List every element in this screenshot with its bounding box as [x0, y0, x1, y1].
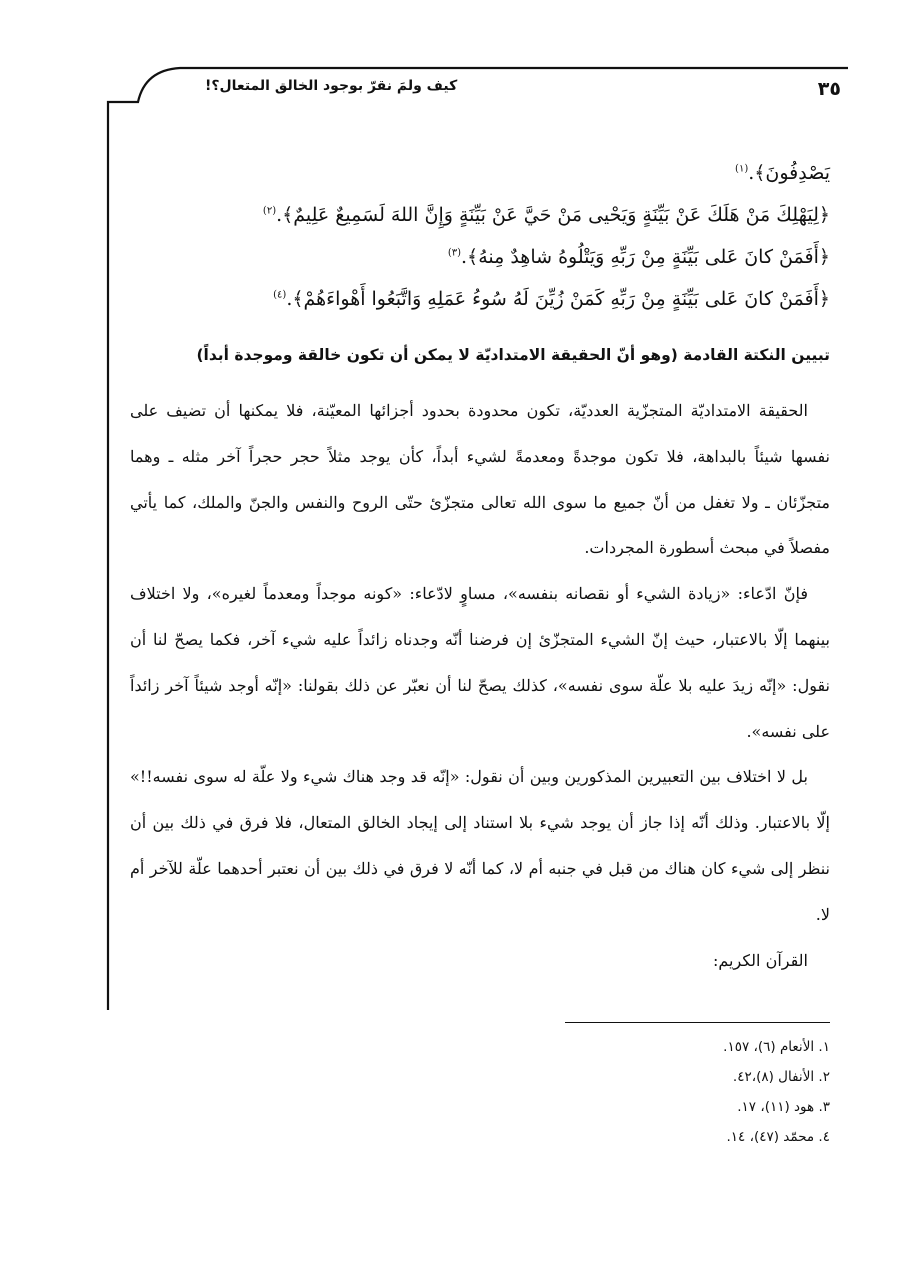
footnote-ref: (١): [735, 163, 749, 175]
footnote: ٤. محمّد (٤٧)، ١٤.: [726, 1129, 830, 1145]
verse-text: ﴿أَفَمَنْ كانَ عَلى بَيِّنَةٍ مِنْ رَبِّهِ وَيَتْلُوهُ شاهِدٌ مِنهُ﴾.: [461, 246, 830, 268]
footnote-ref: (٤): [273, 289, 287, 301]
footnotes: [510, 1032, 830, 1152]
footnote-ref: (٣): [447, 247, 462, 259]
section-heading: تبيين النكتة القادمة (وهو أنّ الحقيقة الامتداديّة لا يمكن أن تكون خالقة وموجدة أبداً): [196, 346, 830, 364]
quran-label: القرآن الكريم:: [713, 950, 808, 970]
footnote-ref: (٢): [262, 205, 277, 217]
body-paragraph: بل لا اختلاف بين التعبيرين المذكورين وبين أن نقول: «إنّه قد وجد هناك شيء ولا علّة له سوى نفسه!!» إلّا بالاعتبار. وذلك أنّه إذا جاز أن يوجد شيء بلا استناد إلى إيجاد الخالق المتعال، فلا فرق في ذلك بين أن ننظر إلى شيء كان هناك من قبل في جنبه أم لا، كما أنّه لا فرق في ذلك بين أن نعتبر أحدهما علّة للآخر أم لا.: [130, 767, 831, 924]
footnote: ٣. هود (١١)، ١٧.: [737, 1099, 830, 1115]
quran-verse: [130, 152, 830, 194]
main-content: [130, 152, 830, 983]
page-number: ٣٥: [817, 78, 841, 100]
footnote-separator: [565, 1022, 830, 1023]
body-paragraph: الحقيقة الامتداديّة المتجزّية العدديّة، تكون محدودة بحدود أجزائها المعيّنة، فلا يمكنها أن تضيف على نفسها شيئاً بالبداهة، فلا تكون موجدةً ومعدمةً لشيء أبداً، كأن يوجد مثلاً حجر حجراً آخر مثله ـ وهما متجزّئان ـ ولا تغفل من أنّ جميع ما سوى الله تعالى متجزّئ حتّى الروح والنفس والجنّ والملك، كما يأتي مفصلاً في مبحث أسطورة المجردات.: [130, 401, 830, 558]
verse-text: ﴿لِيَهْلِكَ مَنْ هَلَكَ عَنْ بَيِّنَةٍ وَيَحْيى مَنْ حَيَّ عَنْ بَيِّنَةٍ وَإِنَّ اللهَ لَسَمِيعٌ عَلِيمٌ﴾.: [276, 204, 830, 226]
footnote: ٢. الأنفال (٨)،٤٢.: [732, 1069, 830, 1085]
quran-verse: [130, 236, 830, 278]
verse-text: ﴿أَفَمَنْ كانَ عَلى بَيِّنَةٍ مِنْ رَبِّهِ كَمَنْ زُيِّنَ لَهُ سُوءُ عَمَلِهِ وَاتَّبَعُوا أَهْواءَهُمْ﴾.: [286, 288, 830, 310]
quran-verse: [130, 278, 830, 320]
footnote: ١. الأنعام (٦)، ١٥٧.: [723, 1039, 830, 1055]
body-paragraph: فإنّ ادّعاء: «زيادة الشيء أو نقصانه بنفسه»، مساوٍ لادّعاء: «كونه موجداً ومعدماً لغيره»، ولا اختلاف بينهما إلّا بالاعتبار، حيث إنّ الشيء المتجزّئ إن فرضنا أنّه وجدناه زائداً عليه شيء آخر، فكما يصحّ لنا أن نقول: «إنّه زيدَ عليه بلا علّة سوى نفسه»، كذلك يصحّ لنا أن نعبّر عن ذلك بقولنا: «إنّه أوجد شيئاً آخر زائداً على نفسه».: [130, 584, 830, 741]
verse-text: يَصْدِفُونَ﴾.: [748, 162, 830, 184]
running-title: كيف ولمَ نقرّ بوجود الخالق المتعال؟!: [205, 78, 458, 94]
quran-verse: [130, 194, 830, 236]
